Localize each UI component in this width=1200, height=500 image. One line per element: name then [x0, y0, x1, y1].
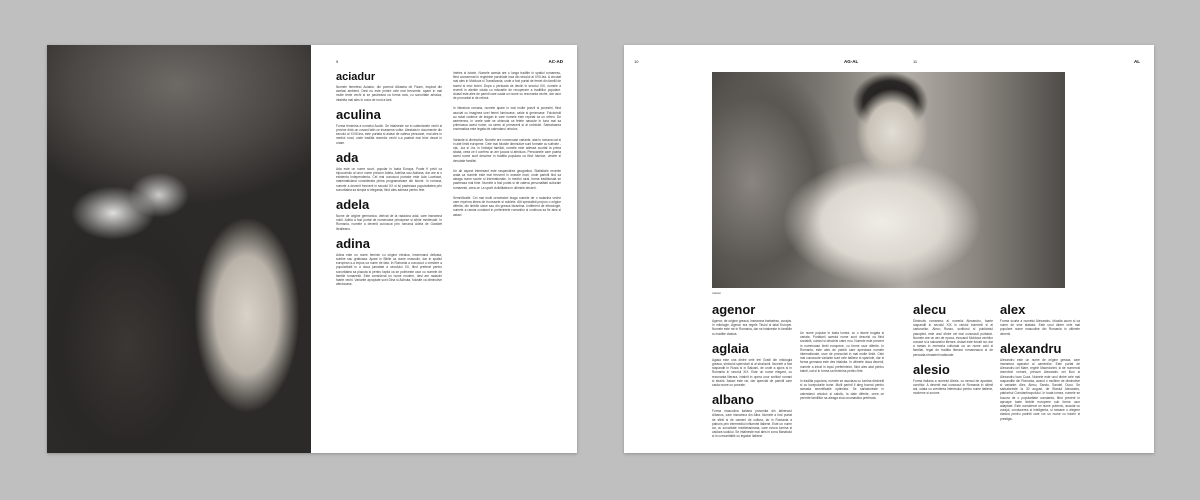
- entry-text: Adina este un nume feminin cu origine ebraica, insemnand delicata, subtire sau gratioasa. Apare in Biblie ca nume masculin, dar in spatiul european s-a impus ca nume de fata. In Romania a cunoscut o crestere a popularitatii in a doua jumatate a secolului XX, fiind preferat pentru sonoritatea sa placuta si pentru faptul ca se potriveste usor cu numele de familie romanesti. Este considerat un nume modern, desi are radacini foarte vechi. Variante apropiate sunt Dina si Adinuta, folosite ca diminutive afectuoase.: [336, 252, 442, 287]
- body-paragraph: In literatura romana, numele apare in mai multe poezii si povestiri, fiind asociat cu imaginea unei femei luminoase, calde si generoase. Folcloristii au notat cantece de leagan in care numele este repetat ca un refren. De asemenea, in unele sate se obisnuia ca fetele nascute in luna mai sa primeasca acest nume, ca semn al primaverii si al rodniciei. Sarbatoarea onomastica este legata de calendarul ortodox.: [453, 106, 561, 132]
- running-head-ag-al: AG-AL: [844, 59, 859, 64]
- entry-title: ada: [336, 149, 359, 165]
- right-spread: [624, 45, 1154, 453]
- entry-text: Agenor, de origine greaca, inseamna barbatesc, curajos. In mitologie, Agenor era regele Tirului si tatal Europei. Numele este rar in Romania, dar se intalneste in familiile cu traditie clasica.: [712, 319, 792, 336]
- dictionary-column-6: [1000, 303, 1080, 427]
- dictionary-column-3: [712, 303, 792, 445]
- entry-text: Aglaia este una dintre cele trei Gratii din mitologia greaca, simbolul splendorii si al stralucirii. Numele a fost raspandit in Rusia si in Balcani, de unde a ajuns si in Romania in secolul XIX. Este un nume elegant, cu rezonanta literara, intalnit in opera unor scriitori romani si straini. Astazi este rar, dar apreciat de parintii care cauta nume cu poveste.: [712, 357, 792, 388]
- body-paragraph: Variante si diminutive. Numele are numeroase variante, atat in romana cat si in alte limbi europene. Cele mai folosite diminutive sunt formate cu sufixele -uta, -ica si -ita. In limbajul familial, numele este adesea scurtat la prima silaba, ceea ce ii confera un aer jucaus si afectuos. Persoanele care poarta acest nume sunt descrise in traditia populara ca fiind harnice, vesele si devotate familiei.: [453, 137, 561, 163]
- entry-title: agenor: [712, 302, 756, 317]
- dictionary-column-1: [336, 71, 442, 292]
- body-paragraph: Un nume popular in toata lumea, cu o istorie bogata si variata. Purtatorii acestui nume sunt descrisi ca fiind sociabili, curiosi si deschisi catre nou. Numele este prezent in numeroase limbi europene, cu forme usor diferite. In Romania, este ales de parinti care apreciaza numele internationale, usor de pronuntat in mai multe limbi. Cele mai cunoscute variante sunt cele italiene si spaniole, dar si forma germana este des intalnita. In ultimele doua decenii, numele a intrat in topul preferintelor, fiind ales atat pentru baieti, cat si in forma sa feminina pentru fete.: [800, 331, 884, 373]
- entry-text: Ada este un nume scurt, popular in toata Europa. Poate fi privit ca hipocoristic al unor nume precum Adela, Adelina sau Adriana, dar are si o existenta independenta. Cel mai cunoscut purtator este Ada Lovelace, matematiciana considerata prima programatoare din istorie. In romana, numele a devenit frecvent in secolul XX si isi pastreaza popularitatea prin sonoritatea sa simpla si eleganta, fiind ales adesea pentru fete.: [336, 166, 442, 192]
- young-man-portrait-photo: [712, 72, 1065, 288]
- entry-text: Diminutiv romanesc al numelui Alexandru, foarte raspandit in secolul XIX in randul boierimii si al carturarilor. Alecu Russo, scriitorul si publicistul pasoptist, este unul dintre cei mai cunoscuti purtatori. Numele are un aer de epoca, evocand Moldova vechilor conace si a saloanelor literare. Astazi este folosit rar, dar a ramas in memoria culturala ca un nume cald si familiar, legat de traditia literara romaneasca si de perioada renasterii nationale.: [913, 319, 993, 357]
- entry-title: albano: [712, 392, 754, 408]
- entry-text: Numele femeiesc Aciadur, din poemul Albastra de Fizam, inspirat din acelasi ambient. Desi nu este printre cele mai frecvente, apare in mai multe texte vechi si se pastreaza ca forma rara, cu sonoritate arhaica, intalnita mai ales in zona de nord a tarii.: [336, 85, 442, 102]
- entry-title: alexandru: [1000, 340, 1062, 356]
- dictionary-column-2: [453, 71, 561, 223]
- body-paragraph: Un alt aspect interesant este raspandirea geografica. Statisticile recente arata ca numele este mai frecvent in orasele mari, unde parintii tind sa aleaga nume scurte si internationale. In mediul rural, forma traditionala se pastreaza mai bine. Numele a fost purtat si de cateva personalitati culturale romanesti, ceea ce i-a sporit vizibilitatea in ultimele decenii.: [453, 168, 561, 190]
- photo-caption: rustom: [712, 291, 722, 295]
- body-paragraph: Inteles si istorie. Numele acesta are o lunga traditie in spatiul romanesc, fiind consemnat in registrele parohiale inca din secolul al XVII-lea. A circulat mai ales in Moldova si Transilvania, unde a fost purtat de femei din familii de razesi si mici boieri. Dupa o perioada de declin in secolul XIX, numele a revenit in atentie odata cu miscarile de recuperare a traditiilor populare. Astazi este ales de parinti care cauta un nume cu rezonanta veche, dar usor de pronuntat si de retinut.: [453, 71, 561, 101]
- page-number-11: 11: [913, 59, 918, 64]
- entry-title: adina: [336, 235, 370, 251]
- page-number-10: 10: [634, 59, 639, 64]
- entry-title: aculina: [336, 106, 381, 122]
- bride-portrait-photo: [47, 45, 311, 453]
- running-head-al: AL: [1134, 59, 1140, 64]
- entry-text: Alexandru este un nume de origine greaca, care inseamna aparator al oamenilor. Este purtat de Alexandru cel Mare, regele Macedoniei, si de numerosi domnitori romani, precum Alexandru cel Bun si Alexandru Ioan Cuza. Numele este unul dintre cele mai raspandite din Romania, avand o multime de diminutive si variante: Alex, Alecu, Sandu, Sandel, Ducu. Se sarbatoreste la 30 august, de Sfantul Alexandru, patriarhul Constantinopolului. In toata lumea, numele se bucura de o popularitate constanta, fiind prezent in aproape toate limbile europene sub forme usor adaptate. Este considerat un nume puternic, asociat cu curajul, conducerea si inteligenta, si ramane o alegere clasica pentru parintii care vor un nume cu istorie si prestigiu.: [1000, 357, 1080, 421]
- entry-title: alesio: [913, 361, 950, 377]
- running-head-left: AC-AD: [548, 59, 563, 64]
- entry-title: aglaia: [712, 340, 749, 356]
- entry-text: Forma masculina italiana provenita din latinescul Albanus, care inseamna din Alba. Numele a fost purtat de sfinti si de oameni de cultura, iar in Romania a patruns prin intermediul influentei italiene. Este un nume rar, cu sonoritate mediteraneana, care evoca lumina si caldura sudului. Se intalneste mai ales in zona Banatului si in comunitatile cu legaturi italiene.: [712, 409, 792, 439]
- entry-text: Forma scurta a numelui Alexandru, folosita acum si ca nume de sine statator. Este unul dintre cele mai populare nume masculine din Romania in ultimele decenii.: [1000, 319, 1080, 336]
- dictionary-column-5: [913, 303, 993, 402]
- page-number-left: 9: [336, 59, 339, 64]
- body-paragraph: In traditia populara, numele se asociaza cu lumina diminetii si cu inceputurile bune. Multi parinti il aleg tocmai pentru aceasta semnificatie optimista. Se sarbatoreste in calendarul ortodox si catolic, la date diferite, ceea ce permite familiilor sa aleaga ziua onomastica preferata.: [800, 379, 884, 400]
- dictionary-column-4: [800, 331, 884, 406]
- entry-text: Nume de origine germanica, derivat de la radacina adal, care inseamna nobil. Adela a fost purtat de numeroase principese si sfinte medievale. In Romania, numele a devenit cunoscut prin romanul Adela de Garabet Ibraileanu.: [336, 214, 442, 231]
- entry-text: Forma italiana a numelui Alexis, cu sensul de aparator, ocrotitor. A devenit mai cunoscut in Romania in ultimii ani, odata cu cresterea interesului pentru nume italiene, moderne si sonore.: [913, 378, 993, 396]
- entry-text: Forma feminina a numelui Aculin. Se intalneste rar in calendarele vechi si provine dintr-un cuvant latin ce inseamna vultur. Atestata in documente din secolul al XVIII-lea, este purtata si astazi de cateva persoane, mai ales in mediul rural, unde traditia numelor vechi s-a pastrat mai bine decat in orase.: [336, 123, 442, 145]
- entry-title: alex: [1000, 302, 1026, 317]
- left-spread: [47, 45, 577, 453]
- entry-title: adela: [336, 197, 370, 213]
- entry-title: aciadur: [336, 71, 376, 83]
- body-paragraph: Semnificatie. Cei mai multi cercetatori leaga numele de o radacina veche care exprima ideea de frumusete si noblete. Alti specialisti propun o origine diferita, din limbile slave sau din greaca bizantina. Indiferent de etimologie, numele a ramas constant in preferintele romanilor si continua sa fie ales si astazi.: [453, 195, 561, 217]
- entry-title: alecu: [913, 302, 947, 317]
